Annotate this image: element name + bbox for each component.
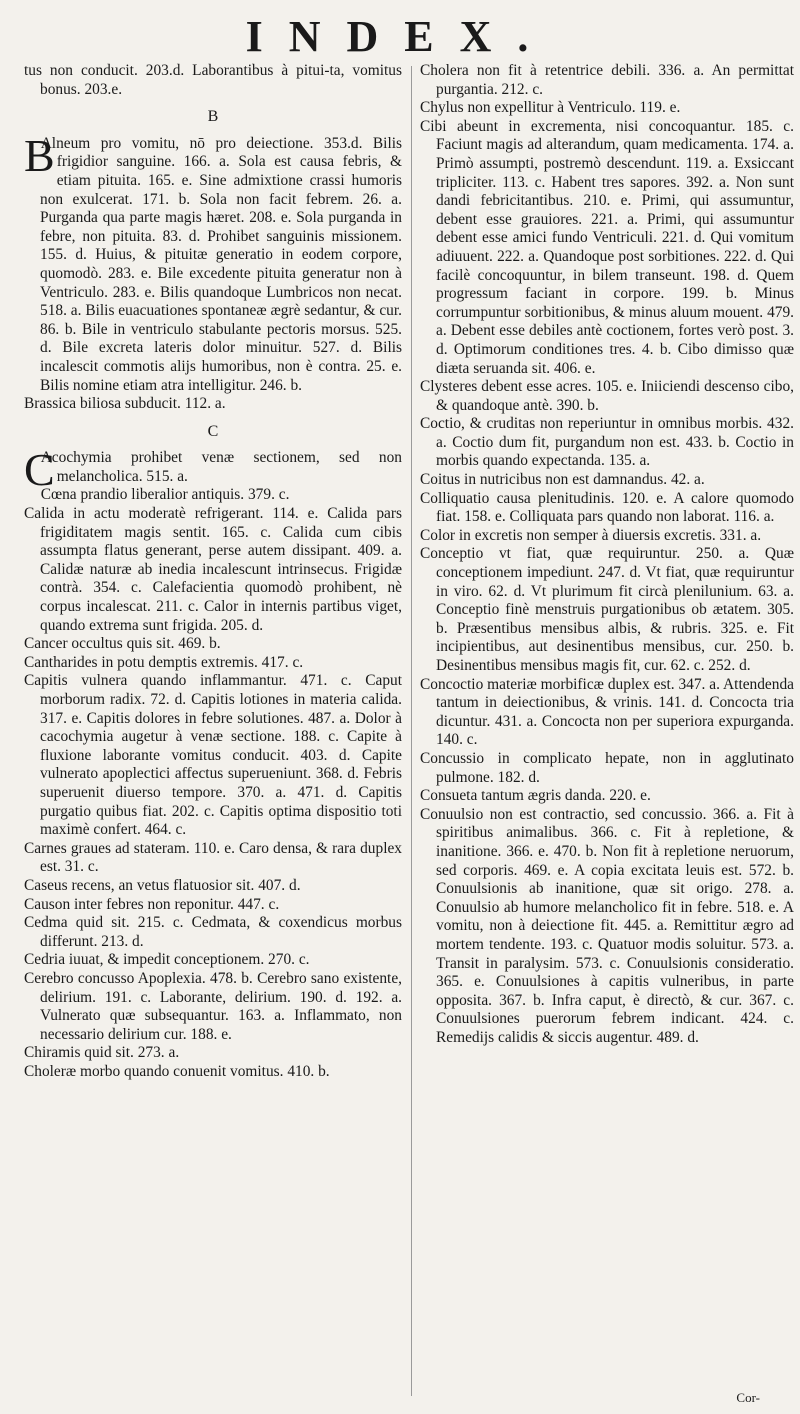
- index-entry: Carnes graues ad stateram. 110. e. Caro densa, & rara duplex est. 31. c.: [24, 839, 402, 876]
- index-entry: Chiramis quid sit. 273. a.: [24, 1044, 180, 1062]
- index-entry: Color in excretis non semper à diuersis excretis. 331. a.: [420, 526, 762, 544]
- index-entry-initial: [24, 129, 402, 395]
- index-entry: Cibi abeunt in excrementa, nisi concoquantur. 185. c. Faciunt magis ad alterandum, quam medicamenta. 174. a. Primò assumpti, postremò descendunt. 119. a. Exsiccant tripliciter. 113. c. Habent tres sapores. 392. a. Non sunt dandi febricitantibus. 210. e. Primi, qui assumuntur, debent esse grauiores. 221. a. Primi, qui assumuntur debent esse amici fundo Ventriculi. 221. d. Qui vomitum adiuuent. 222. a. Quandoque post sorbitiones. 222. d. Qui facilè concoquuntur, in bilem transeunt. 198. d. Quem progressum faciant in corpore. 199. b. Minus corrumpuntur sorbitionibus, & minus aluum mouent. 479. a. Debent esse debiles antè coctionem, fortes verò post. 3. d. Optimorum conditiones tres. 4. b. Cibo dimisso quæ diæta seruanda sit. 406. e.: [420, 117, 794, 377]
- index-entry: Caseus recens, an vetus flatuosior sit. 407. d.: [24, 876, 301, 894]
- index-entry: tus non conducit. 203.d. Laborantibus à pitui-ta, vomitus bonus. 203.e.: [24, 62, 402, 98]
- index-entry: Causon inter febres non reponitur. 447. c.: [24, 895, 280, 913]
- drop-cap-b: B: [24, 129, 55, 181]
- index-entry: Concoctio materiæ morbificæ duplex est. 347. a. Attendenda tantum in deiectionibus, & vrinis. 141. d. Concocta tria dicuntur. 431. a. Concocta non per superiora expurganda. 140. c.: [420, 675, 794, 749]
- index-entry: Brassica biliosa subducit. 112. a.: [24, 395, 226, 413]
- right-column: [420, 62, 794, 1047]
- index-entry: Consueta tantum ægris danda. 220. e.: [420, 787, 651, 805]
- letter-heading-b: B: [207, 108, 219, 126]
- index-entry: Cancer occultus quis sit. 469. b.: [24, 635, 221, 653]
- index-entry: Calida in actu moderatè refrigerant. 114. e. Calida pars frigiditatem magis sentit. 165. c. Calida cum cibis assumpta flatus generant, perse autem dissipant. 409. a. Calidæ naturæ ab inedia incalescunt intrinsecus. Frigidæ contrà. 354. c. Calefacientia quomodò prohibent, nè corpus incalescat. 211. c. Calor in internis partibus viget, quando extrema sunt frigida. 205. d.: [24, 505, 402, 634]
- index-entry: Coctio, & cruditas non reperiuntur in omnibus morbis. 432. a. Coctio dum fit, purgandum non est. 433. b. Coctio in morbis quando expectanda. 135. a.: [420, 415, 794, 470]
- column-divider: [411, 66, 412, 1396]
- left-column: [24, 62, 402, 1081]
- index-entry: Choleræ morbo quando conuenit vomitus. 410. b.: [24, 1062, 330, 1080]
- index-entry: Cœna prandio liberalior antiquis. 379. c.: [40, 486, 290, 504]
- index-entry: Conceptio vt fiat, quæ requiruntur. 250. a. Quæ conceptionem impediunt. 247. d. Vt fiat, quæ requiruntur in viro. 62. d. Vt plurimum fit circà plenilunium. 63. a. Conceptio finè menstruis purgationibus ob ætatem. 305. b. Præsentibus mensibus albis, & rubris. 325. e. Fit incipientibus, aut desinentibus mensibus, cur. 250. b. Desinentibus mensibus magis fit, cur. 62. c. 252. d.: [420, 545, 794, 674]
- letter-heading-c: C: [207, 422, 219, 440]
- index-entry: Colliquatio causa plenitudinis. 120. e. A calore quomodo fiat. 158. e. Colliquata pars quando non laborat. 116. a.: [420, 489, 794, 526]
- index-entry: Capitis vulnera quando inflammantur. 471. c. Caput morborum radix. 72. d. Capitis lotiones in materia calida. 317. e. Capitis dolores in febre solutiones. 487. a. Dolor à cacochymia augetur à venæ sectione. 188. c. Capite à fluxione laborante vomitus conducit. 403. d. Capite vulnerato apoplectici affectus superueniunt. 368. d. Febris superuenit diuerso tempore. 370. a. 471. d. Capitis purgatio quibus fiat. 202. c. Capitis optima dispositio toti maximè confert. 464. c.: [24, 672, 402, 839]
- index-entry: Cholera non fit à retentrice debili. 336. a. An permittat purgantia. 212. c.: [420, 62, 794, 98]
- entry-text: Acochymia prohibet venæ sectionem, sed non melancholica. 515. a.: [40, 449, 402, 485]
- index-entry: Cedria iuuat, & impedit conceptionem. 270. c.: [24, 951, 310, 969]
- index-entry: Cantharides in potu demptis extremis. 417. c.: [24, 653, 304, 671]
- index-entry: Coitus in nutricibus non est damnandus. 42. a.: [420, 471, 705, 489]
- index-entry: Concussio in complicato hepate, non in agglutinato pulmone. 182. d.: [420, 749, 794, 786]
- index-entry: Cerebro concusso Apoplexia. 478. b. Cerebro sano existente, delirium. 191. c. Laborante, delirium. 190. d. 192. a. Vulnerato quæ subsequantur. 163. a. Inflammato, non necessario delirium cur. 188. e.: [24, 969, 402, 1043]
- entry-text: Alneum pro vomitu, nō pro deiectione. 353.d. Bilis frigidior sanguine. 166. a. Sola est causa febris, & etiam pituita. 165. e. Sine admixtione crassi humoris non exulcerat. 171. b. Sola non facit febrem. 26. a. Purganda qua parte magis hæret. 208. e. Sola purganda in febre, non pituita. 83. d. Prohibet sanguinis missionem. 155. d. Huius, & pituitæ generatio in eodem corpore, quomodò. 283. e. Bile excedente pituita generatur non à Ventriculo. 283. e. Bilis quandoque Lumbricos non necat. 518. a. Bilis euacuationes spontaneæ ægrè sedantur, & cur. 86. b. Bile in ventriculo stabulante pectoris morsus. 525. d. Bile excreta lateris dolor minuitur. 527. d. Bilis incalescit commotis alijs humoribus, non è contra. 25. e. Bilis nomine etiam atra intelligitur. 246. b.: [40, 134, 402, 394]
- page-title: INDEX.: [245, 12, 555, 61]
- index-entry: Conuulsio non est contractio, sed concussio. 366. a. Fit à spiritibus animalibus. 366. c. Fit à repletione, & inanitione. 366. e. 470. b. Non fit à repletione neruorum, sed corporis. 469. e. A copia excitata leuis est. 572. b. Conuulsionis ab inanitione, quæ sit origo. 278. a. Conuulsio ab humore melancholico fit in febre. 518. e. A vomitu, non à deiectione fit. 445. a. Remittitur ægro ad mortem tendente. 193. c. Quatuor modis soluitur. 573. a. Transit in paralysim. 573. c. Conuulsionis consideratio. 365. e. Conuulsiones à capitis vulneribus, in parte opposita. 367. b. Infra caput, è directò, & cur. 367. c. Conuulsiones puerorum febrem indicant. 424. c. Remedijs calidis & siccis augentur. 489. d.: [420, 805, 794, 1046]
- index-entry: Clysteres debent esse acres. 105. e. Iniiciendi descenso cibo, & quandoque antè. 390. b.: [420, 378, 794, 414]
- index-entry: Cedma quid sit. 215. c. Cedmata, & coxendicus morbus differunt. 213. d.: [24, 914, 402, 950]
- catchword: Cor-: [736, 1390, 760, 1405]
- index-entry: Chylus non expellitur à Ventriculo. 119. e.: [420, 99, 681, 117]
- drop-cap-c: C: [24, 444, 55, 496]
